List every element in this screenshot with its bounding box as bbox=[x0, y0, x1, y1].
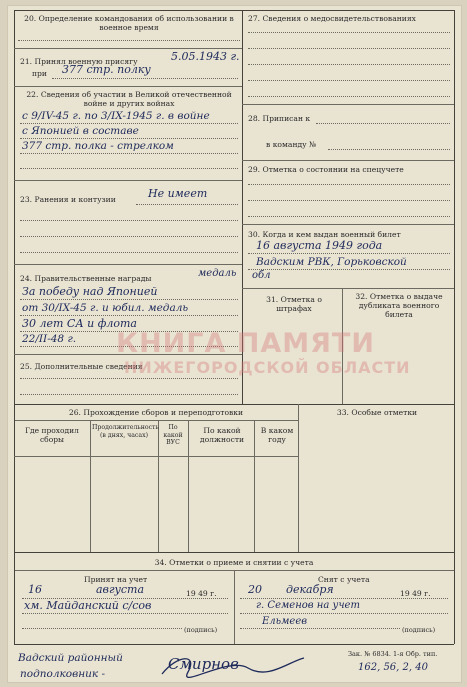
section-28-label: 28. Приписан к bbox=[248, 114, 311, 123]
rule bbox=[248, 253, 450, 254]
rule bbox=[242, 160, 454, 161]
rule bbox=[14, 264, 242, 265]
rule bbox=[188, 420, 189, 552]
rule bbox=[248, 96, 450, 97]
rule bbox=[248, 64, 450, 65]
rule bbox=[14, 420, 298, 421]
rule bbox=[18, 40, 240, 41]
removed-label: Снят с учета bbox=[318, 575, 370, 584]
oath-at-label: при bbox=[32, 69, 47, 78]
stamp-numbers: 162, 56, 2, 40 bbox=[358, 662, 428, 673]
section-26-title: 26. Прохождение сборов и переподготовки bbox=[68, 408, 244, 417]
removed-place: г. Семенов на учет bbox=[256, 600, 360, 611]
print-info: Зак. № 6834. 1-я Обр. тип. bbox=[348, 650, 438, 658]
rule bbox=[298, 404, 299, 552]
removed-month: декабря bbox=[286, 583, 334, 596]
accepted-month: августа bbox=[96, 583, 145, 596]
removed-day: 20 bbox=[248, 583, 262, 596]
team-number-label: в команду № bbox=[266, 140, 317, 149]
rule bbox=[242, 104, 454, 105]
section-31-label: 31. Отметка о штрафах bbox=[266, 295, 322, 313]
rule bbox=[454, 404, 455, 552]
rule bbox=[316, 123, 450, 124]
section-34-title: 34. Отметки о приеме и снятии с учета bbox=[154, 558, 314, 567]
col-where: Где проходил сборы bbox=[25, 426, 79, 444]
section-21-label: 21. Принял военную присягу bbox=[20, 57, 138, 66]
rule bbox=[158, 420, 159, 552]
top-border bbox=[14, 10, 454, 11]
rule bbox=[454, 552, 455, 644]
rule bbox=[240, 628, 400, 629]
section-29-label: 29. Отметка о состоянии на спецучете bbox=[248, 165, 404, 174]
rule bbox=[248, 200, 450, 201]
rule bbox=[136, 204, 238, 205]
removed-signature-hint: (подпись) bbox=[402, 626, 436, 634]
section-24-label: 24. Правительственные награды bbox=[20, 274, 152, 283]
section-23-label: 23. Ранения и контузии bbox=[20, 195, 116, 204]
rule bbox=[22, 628, 182, 629]
rule bbox=[14, 552, 454, 553]
section-27-label: 27. Сведения о медосвидетельствованиях bbox=[248, 14, 416, 23]
removed-year: 19 49 г. bbox=[400, 589, 431, 598]
section-33-title: 33. Особые отметки bbox=[336, 408, 418, 417]
ticket-line-1: 16 августа 1949 года bbox=[256, 239, 383, 252]
section-30-label: 30. Когда и кем выдан военный билет bbox=[248, 230, 401, 239]
rule bbox=[240, 613, 448, 614]
rule bbox=[240, 598, 448, 599]
section-20-label: 20. Определение командования об использовании в военное время bbox=[24, 14, 234, 32]
accepted-place: хм. Майданский с/сов bbox=[24, 599, 152, 612]
rule bbox=[20, 138, 238, 139]
rule bbox=[20, 153, 238, 154]
accepted-label: Принят на учет bbox=[84, 575, 148, 584]
rule bbox=[14, 404, 454, 405]
rule bbox=[20, 168, 238, 169]
col-duration: Продолжительность (в днях, часах) bbox=[92, 424, 159, 439]
award-line-1: За победу над Японией bbox=[22, 285, 158, 298]
section-25-label: 25. Дополнительные сведения bbox=[20, 362, 143, 371]
col-vus: По какой ВУС bbox=[163, 424, 183, 446]
rule bbox=[22, 613, 228, 614]
section-22-label: 22. Сведения об участии в Великой отечественной войне и других войнах bbox=[26, 90, 232, 108]
accepted-year: 19 49 г. bbox=[186, 589, 217, 598]
signature-stroke-icon bbox=[158, 652, 308, 680]
rule bbox=[14, 404, 15, 552]
rule bbox=[248, 48, 450, 49]
ticket-line-3: обл bbox=[252, 270, 271, 281]
rule bbox=[14, 180, 242, 181]
war-line-1: с 9/IV-45 г. по 3/IX-1945 г. в войне bbox=[22, 110, 210, 122]
signer-title-2: подполковник - bbox=[20, 668, 106, 680]
rule bbox=[20, 378, 238, 379]
award-line-2: от 30/IX-45 г. и юбил. медаль bbox=[22, 302, 189, 314]
war-line-3: 377 стр. полка - стрелком bbox=[22, 140, 174, 152]
rule bbox=[20, 236, 238, 237]
rule bbox=[248, 216, 450, 217]
rule bbox=[20, 394, 238, 395]
removed-sign: Ельмеев bbox=[262, 616, 308, 627]
rule bbox=[14, 48, 242, 49]
oath-date: 5.05.1943 г. bbox=[171, 50, 240, 63]
rule bbox=[20, 299, 238, 300]
watermark-line-1: КНИГА ПАМЯТИ bbox=[116, 328, 375, 359]
rule bbox=[248, 32, 450, 33]
rule bbox=[242, 224, 454, 225]
rule bbox=[14, 644, 454, 645]
rule bbox=[254, 420, 255, 552]
section-32-label: 32. Отметка о выдаче дубликата военного билета bbox=[355, 292, 443, 319]
military-record-sheet bbox=[8, 6, 461, 682]
rule bbox=[248, 269, 450, 270]
ticket-line-2: Вадским РВК, Горьковской bbox=[256, 256, 407, 268]
rule bbox=[20, 315, 238, 316]
rule bbox=[234, 570, 235, 644]
right-border bbox=[454, 10, 455, 404]
rule bbox=[14, 456, 298, 457]
rule bbox=[20, 252, 238, 253]
war-line-2: с Японией в составе bbox=[22, 125, 139, 137]
rule bbox=[20, 220, 238, 221]
col-position: По какой должности bbox=[199, 426, 245, 444]
accepted-signature-hint: (подпись) bbox=[184, 626, 218, 634]
rule bbox=[248, 184, 450, 185]
signer-signature: Смирнов bbox=[168, 655, 239, 673]
wounds-value: Не имеет bbox=[148, 187, 208, 200]
rule bbox=[14, 86, 242, 87]
rule bbox=[20, 123, 238, 124]
rule bbox=[14, 552, 15, 644]
award-line-4: 22/II-48 г. bbox=[22, 333, 77, 345]
col-year: В каком году bbox=[260, 426, 294, 444]
accepted-day: 16 bbox=[28, 583, 42, 596]
rule bbox=[248, 80, 450, 81]
rule bbox=[90, 420, 91, 552]
oath-unit: 377 стр. полку bbox=[62, 63, 151, 76]
left-border bbox=[14, 10, 15, 404]
signer-title-1: Вадский районный bbox=[18, 652, 123, 664]
rule bbox=[242, 288, 454, 289]
watermark-line-2: НИЖЕГОРОДСКОЙ ОБЛАСТИ bbox=[124, 358, 411, 377]
rule bbox=[52, 78, 238, 79]
award-inline: медаль bbox=[198, 268, 237, 279]
award-line-3: 30 лет СА и флота bbox=[22, 317, 137, 330]
rule bbox=[328, 149, 450, 150]
